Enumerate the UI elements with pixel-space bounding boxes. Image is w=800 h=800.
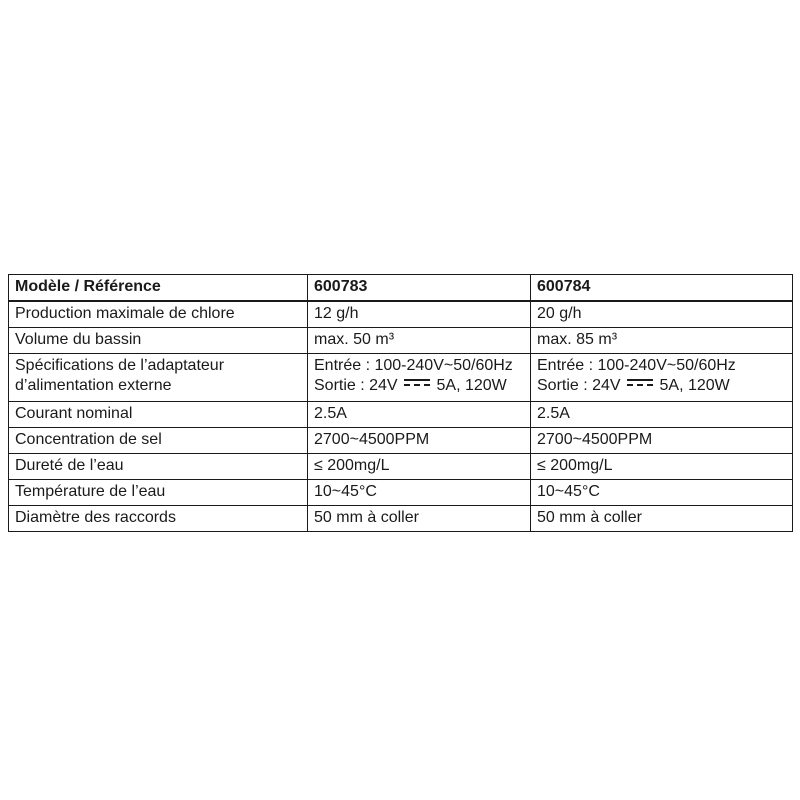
row-label-line-1: Spécifications de l’adaptateur bbox=[15, 357, 225, 374]
cell-600784: max. 85 m³ bbox=[531, 328, 793, 354]
cell-600784: ≤ 200mg/L bbox=[531, 454, 793, 480]
row-label-line-2: d’alimentation externe bbox=[15, 377, 172, 394]
row-label: Production maximale de chlore bbox=[9, 301, 308, 328]
output-voltage: Sortie : 24V bbox=[537, 377, 621, 394]
cell-600784 bbox=[531, 354, 793, 402]
table-row bbox=[9, 301, 793, 328]
cell-600783: 2700~4500PPM bbox=[308, 428, 531, 454]
table-row bbox=[9, 428, 793, 454]
direct-current-icon bbox=[404, 378, 430, 388]
cell-600784: 10~45°C bbox=[531, 480, 793, 506]
cell-600783: 10~45°C bbox=[308, 480, 531, 506]
row-label: Volume du bassin bbox=[9, 328, 308, 354]
output-current-power: 5A, 120W bbox=[436, 377, 507, 394]
specifications-table bbox=[8, 274, 793, 532]
header-model-reference: Modèle / Référence bbox=[9, 275, 308, 302]
cell-600784: 2.5A bbox=[531, 402, 793, 428]
row-label: Dureté de l’eau bbox=[9, 454, 308, 480]
direct-current-icon bbox=[627, 378, 653, 388]
row-label: Courant nominal bbox=[9, 402, 308, 428]
cell-600784: 20 g/h bbox=[531, 301, 793, 328]
cell-600783: max. 50 m³ bbox=[308, 328, 531, 354]
table-row bbox=[9, 480, 793, 506]
table-row bbox=[9, 506, 793, 532]
header-model-600783: 600783 bbox=[308, 275, 531, 302]
row-label: Température de l’eau bbox=[9, 480, 308, 506]
row-label: Diamètre des raccords bbox=[9, 506, 308, 532]
table-row bbox=[9, 402, 793, 428]
cell-600783: 2.5A bbox=[308, 402, 531, 428]
cell-600783 bbox=[308, 354, 531, 402]
row-label: Concentration de sel bbox=[9, 428, 308, 454]
input-spec: Entrée : 100-240V~50/60Hz bbox=[314, 357, 513, 374]
cell-600783: 12 g/h bbox=[308, 301, 531, 328]
output-spec bbox=[537, 376, 786, 396]
table-row bbox=[9, 328, 793, 354]
cell-600783: 50 mm à coller bbox=[308, 506, 531, 532]
input-spec: Entrée : 100-240V~50/60Hz bbox=[537, 357, 736, 374]
output-current-power: 5A, 120W bbox=[659, 377, 730, 394]
cell-600783: ≤ 200mg/L bbox=[308, 454, 531, 480]
table-row bbox=[9, 454, 793, 480]
output-voltage: Sortie : 24V bbox=[314, 377, 398, 394]
table-header-row bbox=[9, 275, 793, 302]
cell-600784: 50 mm à coller bbox=[531, 506, 793, 532]
table-row bbox=[9, 354, 793, 402]
row-label bbox=[9, 354, 308, 402]
cell-600784: 2700~4500PPM bbox=[531, 428, 793, 454]
header-model-600784: 600784 bbox=[531, 275, 793, 302]
output-spec bbox=[314, 376, 524, 396]
